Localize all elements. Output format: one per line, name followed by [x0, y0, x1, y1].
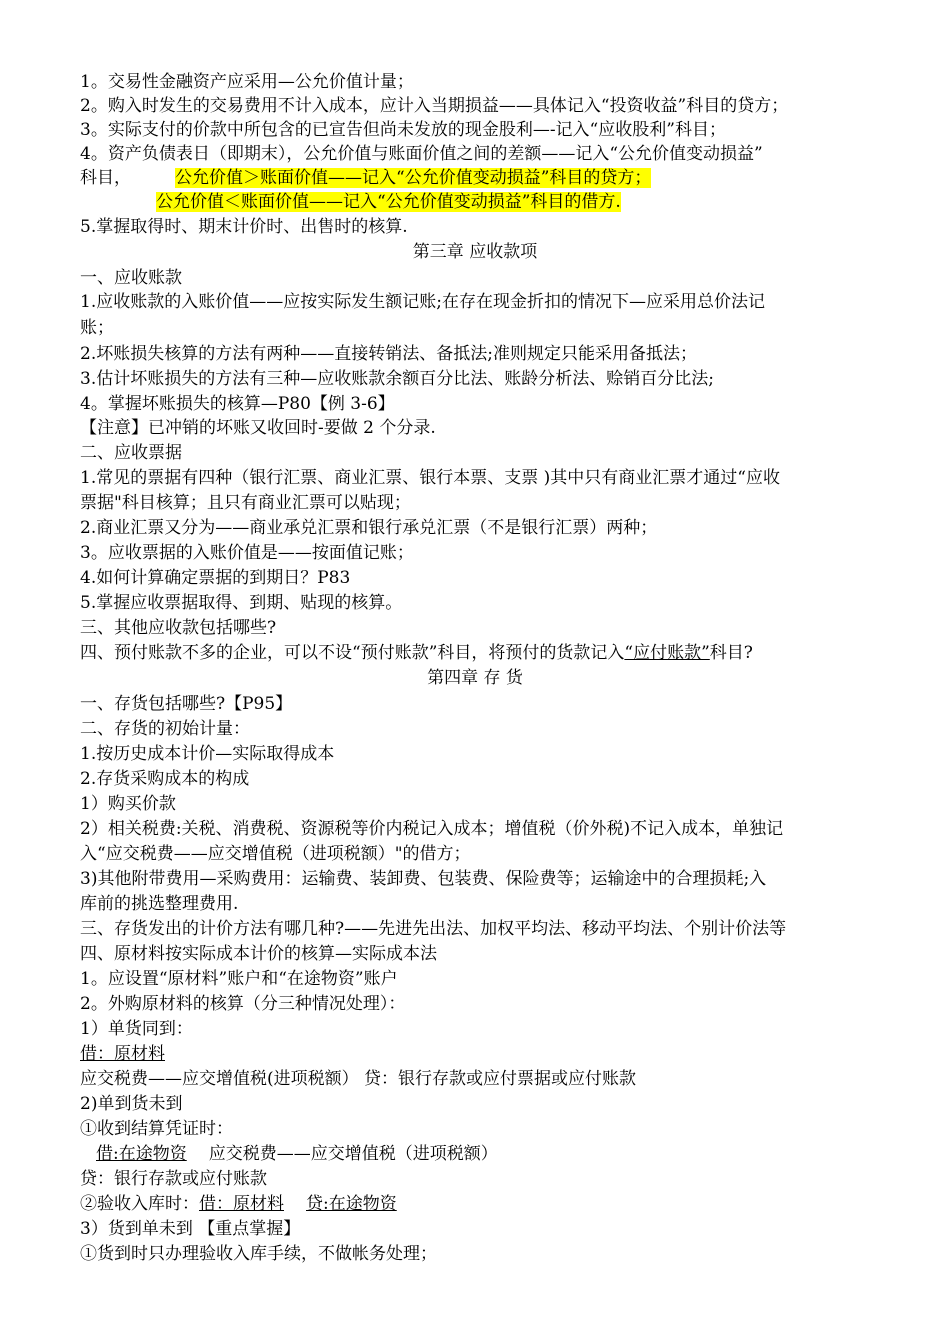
underlined-text: 借：原材料 — [199, 1194, 284, 1214]
text-line: 3)其他附带费用—采购费用：运输费、装卸费、包装费、保险费等；运输途中的合理损耗;入 — [80, 869, 767, 889]
text-line: 1.按历史成本计价—实际取得成本 — [80, 744, 335, 764]
text-fragment: 应交税费——应交增值税（进项税额） — [208, 1144, 498, 1164]
underlined-text: 贷:在途物资 — [306, 1194, 397, 1214]
text-line: 应交税费——应交增值税(进项税额） 贷：银行存款或应付票据或应付账款 — [80, 1069, 637, 1089]
text-line: 入“应交税费——应交增值税（进项税额）"的借方； — [80, 844, 471, 864]
text-line: 1.应收账款的入账价值——应按实际发生额记账;在存在现金折扣的情况下—应采用总价法记 — [80, 292, 765, 312]
text-line: 3.估计坏账损失的方法有三种—应收账款余额百分比法、账龄分析法、赊销百分比法; — [80, 369, 714, 389]
underlined-text: 借:在途物资 — [96, 1144, 187, 1164]
text-line: 3）货到单未到 【重点掌握】 — [80, 1219, 301, 1239]
text-line: 2）相关税费:关税、消费税、资源税等价内税记入成本；增值税（价外税)不记入成本，单独记 — [80, 819, 784, 839]
highlighted-text: 公允价值＞账面价值——记入“公允价值变动损益”科目的贷方； — [175, 168, 652, 188]
section-heading: 二、应收票据 — [80, 443, 182, 463]
chapter-heading: 第四章 存 货 — [427, 668, 523, 688]
text-line: 4。资产负债表日（即期末），公允价值与账面价值之间的差额——记入“公允价值变动损益” — [80, 144, 763, 164]
text-line: 1）单货同到： — [80, 1019, 193, 1039]
text-line — [80, 1192, 397, 1216]
text-line: 【注意】已冲销的坏账又收回时-要做 2 个分录. — [80, 418, 436, 438]
text-line: 2.存货采购成本的构成 — [80, 769, 250, 789]
text-line — [80, 166, 651, 190]
section-heading: 三、存货发出的计价方法有哪几种?——先进先出法、加权平均法、移动平均法、个别计价法等 — [80, 919, 787, 939]
text-fragment: 科目， — [80, 168, 131, 188]
text-line: 1）购买价款 — [80, 794, 176, 814]
text-fragment: 四、预付账款不多的企业，可以不设“预付账款”科目，将预付的货款记入 — [80, 643, 625, 663]
text-line: 1.常见的票据有四种（银行汇票、商业汇票、银行本票、支票 )其中只有商业汇票才通过“应收 — [80, 468, 780, 488]
text-line: 3。实际支付的价款中所包含的已宣告但尚未发放的现金股利—-记入“应收股利”科目； — [80, 120, 726, 140]
text-line: ①货到时只办理验收入库手续，不做帐务处理； — [80, 1244, 437, 1264]
text-line: 5.掌握取得时、期末计价时、出售时的核算. — [80, 217, 408, 237]
text-line: 5.掌握应收票据取得、到期、贴现的核算。 — [80, 593, 403, 613]
text-line: 票据"科目核算；且只有商业汇票可以贴现； — [80, 493, 411, 513]
text-line: 2.商业汇票又分为——商业承兑汇票和银行承兑汇票（不是银行汇票）两种； — [80, 518, 658, 538]
chapter-heading: 第三章 应收款项 — [412, 242, 538, 262]
text-line: 账； — [80, 318, 114, 338]
text-line: 3。应收票据的入账价值是——按面值记账； — [80, 543, 414, 563]
text-line — [80, 641, 753, 665]
text-line: ①收到结算凭证时： — [80, 1119, 233, 1139]
text-fragment: 科目? — [709, 643, 753, 663]
text-line: 1。应设置“原材料”账户和“在途物资”账户 — [80, 969, 398, 989]
section-heading: 一、存货包括哪些?【P95】 — [80, 694, 293, 714]
text-line: 1。交易性金融资产应采用—公允价值计量； — [80, 72, 414, 92]
text-line: 2.坏账损失核算的方法有两种——直接转销法、备抵法;准则规定只能采用备抵法； — [80, 344, 697, 364]
text-line: 2。外购原材料的核算（分三种情况处理）： — [80, 994, 406, 1014]
highlighted-text: 公允价值＜账面价值——记入“公允价值变动损益”科目的借方. — [156, 192, 621, 212]
text-line: 2)单到货未到 — [80, 1094, 183, 1114]
section-heading: 三、其他应收款包括哪些? — [80, 618, 277, 638]
section-heading: 一、应收账款 — [80, 268, 182, 288]
underlined-text: “应付账款” — [624, 643, 710, 663]
text-line: 贷：银行存款或应付账款 — [80, 1169, 267, 1189]
section-heading: 二、存货的初始计量： — [80, 719, 250, 739]
text-line — [156, 190, 621, 214]
text-line: 2。购入时发生的交易费用不计入成本，应计入当期损益——具体记入“投资收益”科目的贷方； — [80, 96, 789, 116]
text-fragment: ②验收入库时： — [80, 1194, 199, 1214]
text-line: 4.如何计算确定票据的到期日？P83 — [80, 568, 351, 588]
text-line — [80, 1042, 165, 1066]
underlined-text: 借：原材料 — [80, 1044, 165, 1064]
section-heading: 四、原材料按实际成本计价的核算—实际成本法 — [80, 944, 437, 964]
text-line — [96, 1142, 498, 1166]
text-line: 库前的挑选整理费用. — [80, 894, 239, 914]
text-line: 4。掌握坏账损失的核算—P80【例 3-6】 — [80, 394, 395, 414]
